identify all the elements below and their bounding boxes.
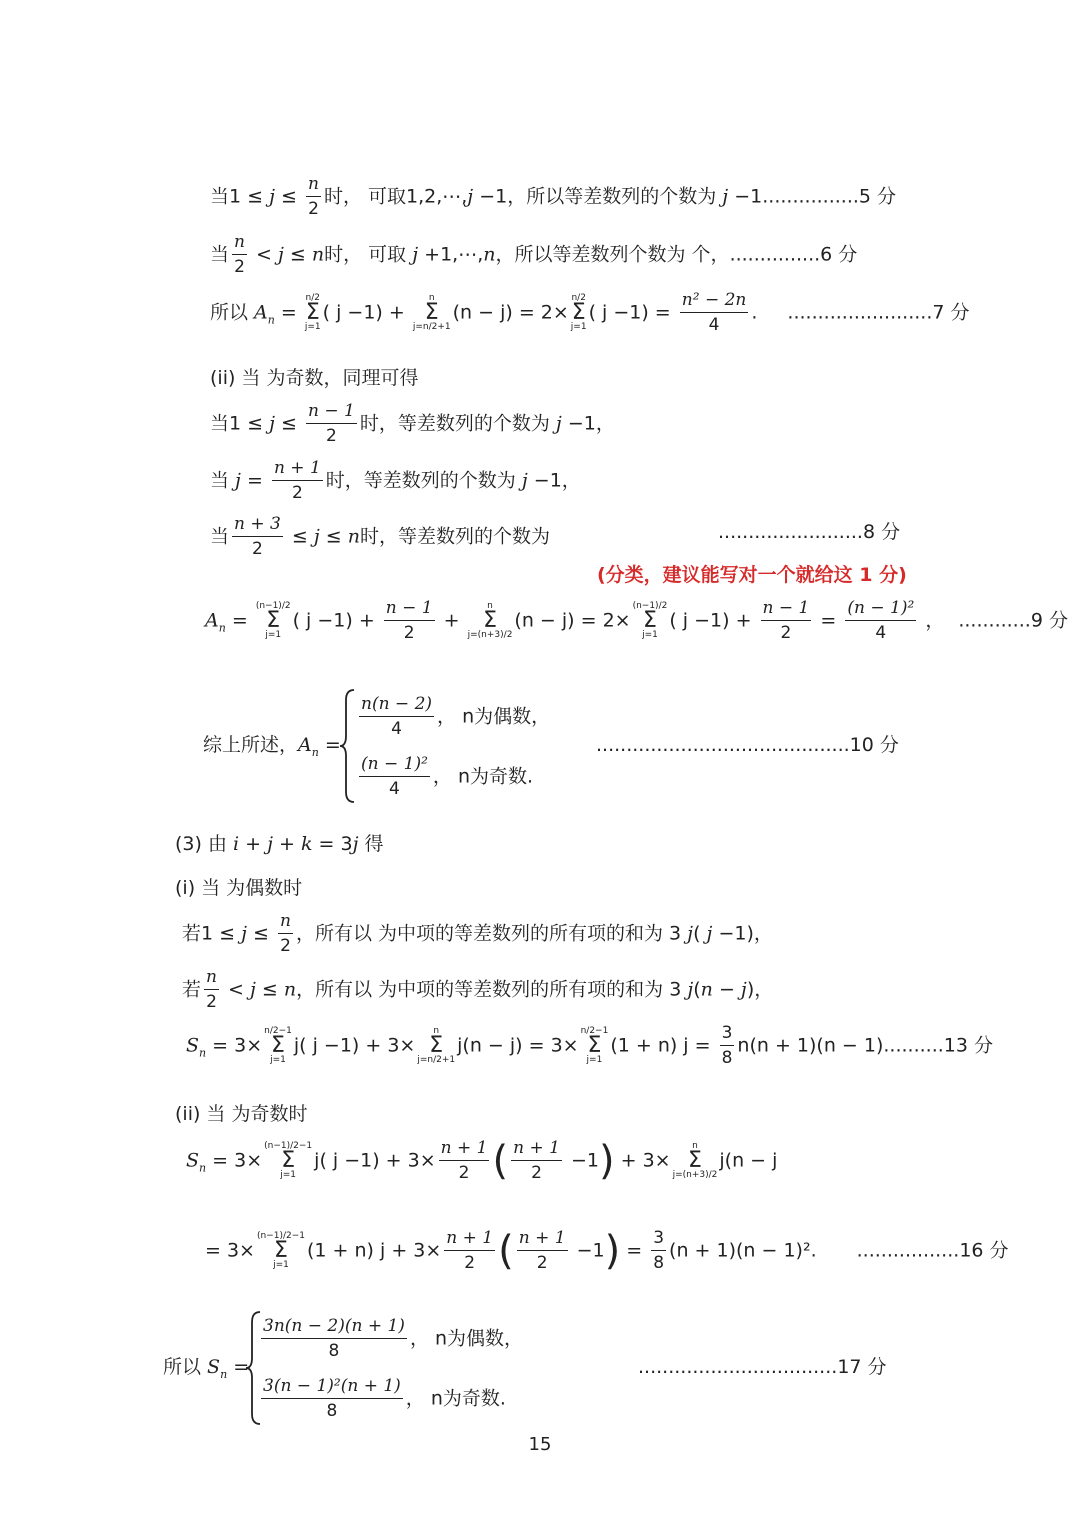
numerator: 3: [720, 1025, 735, 1046]
sum-symbol: (n−1)/2−1 Σ j=1: [264, 1140, 313, 1180]
fraction: [511, 1140, 562, 1182]
denominator: 2: [291, 483, 303, 503]
text: (n − j) = 2×: [452, 301, 569, 324]
text: −1，: [561, 412, 615, 435]
leader-dots: .................: [856, 1239, 960, 1262]
leader-dots: ................: [762, 185, 859, 208]
line-19-case-1: [258, 1318, 523, 1360]
denominator: 8: [328, 1341, 340, 1361]
text: ，: [919, 609, 945, 632]
subscript: n: [199, 1161, 207, 1175]
sum-lower: j=(n+3)/2: [672, 1169, 718, 1180]
text: +: [239, 833, 268, 855]
sum-lower: j=1: [642, 629, 658, 640]
score-label: 6 分: [820, 243, 858, 266]
text: +: [272, 833, 301, 855]
text: 时， 可取1,2,⋯,: [323, 185, 468, 208]
text: (3) 由: [175, 833, 233, 855]
text: ( j −1) +: [669, 609, 758, 632]
denominator: 4: [708, 315, 720, 335]
text: =: [620, 1239, 649, 1262]
var-j: j: [722, 185, 729, 208]
var-j: j: [706, 922, 713, 945]
numerator: n + 1: [439, 1140, 490, 1161]
numerator: n² − 2n: [680, 292, 749, 313]
numerator: n(n − 2): [359, 696, 434, 717]
score-label: 7 分: [932, 301, 970, 324]
text: =: [227, 1356, 250, 1378]
sum-symbol: (n−1)/2 Σ j=1: [632, 600, 668, 640]
fraction: [306, 176, 321, 218]
leader-dots: .................................: [638, 1356, 838, 1378]
score-label: 17 分: [837, 1356, 887, 1378]
fraction: [272, 460, 323, 502]
text: 得: [358, 833, 384, 855]
text: n(n + 1)(n − 1).: [737, 1034, 890, 1057]
fraction: [261, 1318, 407, 1360]
var-n: n: [283, 978, 297, 1001]
numerator: 3: [651, 1230, 666, 1251]
text: (n − j) = 2×: [514, 609, 631, 632]
leader-dots: ..........................................: [596, 734, 850, 756]
numerator: (n − 1)²: [845, 600, 916, 621]
sum-lower: j=1: [270, 1054, 286, 1065]
text: −1: [728, 185, 763, 208]
line-5: [210, 403, 615, 445]
text: (: [693, 922, 707, 945]
var-A: A: [298, 734, 312, 756]
case-condition: ， n为奇数.: [432, 765, 534, 788]
line-1: [210, 176, 896, 218]
fraction: [261, 1378, 403, 1420]
numerator: n − 1: [761, 600, 812, 621]
text: (: [693, 978, 701, 1001]
line-19-score: [638, 1358, 887, 1377]
var-j: j: [521, 469, 528, 492]
right-paren: ): [598, 1138, 615, 1184]
sum-lower: j=1: [273, 1259, 289, 1270]
text: 时， 可取: [324, 243, 413, 266]
sum-symbol: n Σ j=(n+3)/2: [467, 600, 513, 640]
text: ≤: [319, 525, 348, 548]
numerator: n + 1: [511, 1140, 562, 1161]
sum-upper: n: [428, 292, 435, 303]
var-k: k: [300, 833, 313, 855]
sum-symbol: n Σ j=n/2+1: [412, 292, 451, 332]
line-10-score: [596, 736, 899, 755]
line-16: [175, 1105, 307, 1124]
score-label: 10 分: [849, 734, 899, 756]
text: −1，: [527, 469, 581, 492]
text: (1 + n) j =: [610, 1034, 717, 1057]
case-condition: ， n为奇数.: [405, 1387, 506, 1410]
sum-symbol: n Σ j=n/2+1: [417, 1025, 456, 1065]
line-19-label: [163, 1358, 249, 1380]
var-j: j: [269, 185, 275, 208]
var-j: j: [467, 185, 474, 208]
sum-symbol: (n−1)/2 Σ j=1: [255, 600, 291, 640]
text: 若1 ≤: [182, 922, 242, 945]
sum-lower: j=1: [570, 321, 587, 332]
sum-upper: (n−1)/2: [255, 600, 291, 611]
fraction: [204, 969, 219, 1011]
line-19-case-2: [258, 1378, 506, 1420]
case-condition: ， n为偶数，: [437, 705, 551, 728]
subscript: n: [311, 745, 319, 759]
denominator: 2: [780, 623, 792, 643]
var-j: j: [313, 525, 320, 548]
fraction: [651, 1230, 666, 1272]
denominator: 4: [875, 623, 887, 643]
sum-symbol: n/2−1 Σ j=1: [264, 1025, 292, 1065]
sum-symbol: n/2−1 Σ j=1: [580, 1025, 609, 1065]
text: ，所有以 为中项的等差数列的所有项的和为 3: [296, 978, 688, 1001]
denominator: 2: [252, 539, 263, 559]
sum-upper: (n−1)/2−1: [256, 1230, 305, 1241]
section-heading: (i) 当 为偶数时: [175, 877, 303, 899]
var-j: j: [241, 922, 247, 945]
numerator: n + 1: [444, 1230, 495, 1251]
text: 若: [182, 978, 202, 1001]
denominator: 4: [389, 779, 400, 799]
leader-dots: ...............: [729, 243, 821, 266]
sum-upper: (n−1)/2: [632, 600, 668, 611]
denominator: 2: [403, 623, 415, 643]
fraction: [384, 600, 435, 642]
var-j: j: [555, 412, 562, 435]
text: =: [318, 734, 341, 756]
sum-upper: n: [487, 600, 493, 611]
sum-upper: n/2: [305, 292, 320, 303]
text: <: [221, 978, 250, 1001]
numerator: 3n(n − 2)(n + 1): [261, 1318, 407, 1339]
var-j: j: [267, 833, 273, 855]
text: .: [751, 301, 758, 324]
numerator: 3(n − 1)²(n + 1): [261, 1378, 403, 1399]
text: −1: [570, 1239, 605, 1262]
var-j: j: [235, 469, 241, 492]
line-4: [210, 369, 418, 388]
subscript: n: [220, 1367, 228, 1381]
line-13: [182, 913, 773, 955]
text: ≤: [285, 525, 314, 548]
line-10-case-1: [356, 696, 550, 738]
text: ，所有以 为中项的等差数列的所有项的和为 3: [295, 922, 688, 945]
text: +: [437, 609, 466, 632]
leader-dots: ........................: [787, 301, 933, 324]
var-n: n: [700, 978, 713, 1001]
text: −1)，: [712, 922, 773, 945]
fraction: [444, 1230, 495, 1272]
fraction: [680, 292, 749, 334]
fraction: [845, 600, 916, 642]
line-7-score: [718, 523, 900, 542]
text: j(n − j: [719, 1149, 778, 1172]
text: ，所以等差数列个数为 个，: [495, 243, 730, 266]
left-brace: [338, 688, 358, 804]
line-12: [175, 879, 302, 898]
line-3: [210, 292, 970, 334]
fraction: [232, 234, 247, 276]
sum-lower: j=1: [265, 629, 282, 640]
line-11: [175, 835, 384, 854]
var-S: S: [207, 1356, 221, 1378]
sum-upper: n/2: [571, 292, 586, 303]
numerator: n + 1: [272, 460, 323, 481]
fraction: [359, 696, 434, 738]
line-10-label: [203, 736, 341, 758]
var-j: j: [687, 978, 694, 1001]
text: 所以: [210, 301, 255, 324]
left-paren: (: [498, 1228, 514, 1274]
text: ( j −1) =: [588, 301, 677, 324]
text: (1 + n) j + 3×: [307, 1239, 442, 1262]
leader-dots: ............: [958, 609, 1031, 632]
var-A: A: [205, 609, 219, 632]
denominator: 2: [326, 426, 337, 446]
text: 当1 ≤: [210, 412, 270, 435]
denominator: 2: [280, 936, 291, 956]
sum-lower: j=n/2+1: [417, 1054, 456, 1065]
fraction: [720, 1025, 735, 1067]
page-number: 15: [528, 1434, 552, 1455]
score-label: 13 分: [943, 1034, 993, 1057]
text: = 3×: [206, 1034, 263, 1057]
text: −1，所以等差数列的个数为: [473, 185, 723, 208]
denominator: 2: [464, 1253, 476, 1273]
numerator: n + 3: [232, 516, 283, 537]
var-j: j: [687, 922, 694, 945]
text: = 3: [312, 833, 353, 855]
right-paren: ): [604, 1228, 621, 1274]
text: )，: [746, 978, 774, 1001]
sum-upper: n: [433, 1025, 440, 1036]
numerator: n − 1: [384, 600, 435, 621]
leader-dots: .........: [889, 1034, 944, 1057]
fraction: [306, 403, 357, 445]
denominator: 2: [206, 992, 217, 1012]
sum-lower: j=1: [586, 1054, 603, 1065]
fraction: [439, 1140, 490, 1182]
sum-upper: n/2−1: [580, 1025, 609, 1036]
var-j: j: [249, 978, 256, 1001]
text: 当1 ≤: [210, 185, 270, 208]
var-n: n: [311, 243, 325, 266]
denominator: 8: [721, 1048, 733, 1068]
text: 时，等差数列的个数为: [360, 525, 551, 548]
sum-lower: j=1: [304, 321, 321, 332]
numerator: n: [278, 913, 293, 934]
line-14: [182, 969, 773, 1011]
numerator: n: [306, 176, 321, 197]
var-j: j: [277, 243, 284, 266]
line-15: [186, 1025, 993, 1067]
section-heading: (ii) 当 为奇数，同理可得: [210, 367, 419, 389]
line-7: [210, 516, 550, 558]
case-condition: ， n为偶数，: [409, 1327, 524, 1350]
score-label: 8 分: [862, 521, 901, 543]
sum-lower: j=1: [280, 1169, 297, 1180]
var-A: A: [254, 301, 268, 324]
text: 当: [210, 469, 236, 492]
sum-symbol: n/2 Σ j=1: [304, 292, 321, 332]
text: j( j −1) + 3×: [314, 1149, 436, 1172]
text: + 3×: [614, 1149, 671, 1172]
text: ≤: [247, 922, 275, 945]
text: = 3×: [205, 1239, 255, 1262]
left-paren: (: [492, 1138, 509, 1184]
numerator: n: [204, 969, 219, 990]
line-18: [205, 1230, 1009, 1272]
fraction: [278, 913, 293, 955]
text: j(n − j) = 3×: [457, 1034, 579, 1057]
subscript: n: [199, 1046, 207, 1060]
fraction: [232, 516, 283, 558]
text: ( j −1) +: [322, 301, 411, 324]
denominator: 2: [531, 1163, 542, 1183]
var-j: j: [352, 833, 359, 855]
grading-note-text: (分类，建议能写对一个就给这 1 分): [597, 564, 907, 586]
var-S: S: [186, 1149, 200, 1172]
text: +1,⋯,: [418, 243, 484, 266]
var-S: S: [186, 1034, 200, 1057]
fraction: [517, 1230, 568, 1272]
text: =: [225, 609, 254, 632]
text: −1: [564, 1149, 599, 1172]
sum-symbol: n/2 Σ j=1: [570, 292, 587, 332]
text: 时，等差数列的个数为: [325, 469, 522, 492]
text: =: [240, 469, 269, 492]
numerator: (n − 1)²: [359, 756, 430, 777]
fraction: [761, 600, 812, 642]
leader-dots: ........................: [718, 521, 863, 543]
sum-upper: n: [692, 1140, 698, 1151]
text: −: [712, 978, 741, 1001]
sum-lower: j=n/2+1: [412, 321, 451, 332]
line-17: [186, 1140, 777, 1182]
text: 所以: [163, 1356, 208, 1378]
denominator: 2: [536, 1253, 548, 1273]
line-2: [210, 234, 857, 276]
text: <: [249, 243, 278, 266]
sum-upper: n/2−1: [264, 1025, 292, 1036]
var-i: i: [233, 833, 240, 855]
subscript: n: [218, 621, 226, 635]
numerator: n + 1: [517, 1230, 568, 1251]
score-label: 9 分: [1030, 609, 1068, 632]
var-n: n: [347, 525, 360, 548]
fraction: [359, 756, 430, 798]
text: ≤: [275, 412, 303, 435]
denominator: 2: [308, 199, 319, 219]
text: = 3×: [206, 1149, 263, 1172]
var-j: j: [412, 243, 419, 266]
var-j: j: [269, 412, 275, 435]
text: ≤: [275, 185, 303, 208]
text: ≤: [283, 243, 312, 266]
section-heading: (ii) 当 为奇数时: [175, 1103, 308, 1125]
text: j( j −1) + 3×: [293, 1034, 416, 1057]
sum-symbol: n Σ j=(n+3)/2: [672, 1140, 718, 1180]
denominator: 8: [653, 1253, 665, 1273]
text: 当: [210, 525, 230, 548]
denominator: 4: [391, 719, 402, 739]
line-6: [210, 460, 581, 502]
text: 当: [210, 243, 230, 266]
var-n: n: [483, 243, 496, 266]
text: 综上所述，: [203, 734, 299, 756]
text: (n + 1)(n − 1)².: [669, 1239, 817, 1262]
line-9: [205, 600, 1068, 642]
numerator: n − 1: [306, 403, 357, 424]
score-label: 5 分: [858, 185, 897, 208]
numerator: n: [232, 234, 247, 255]
denominator: 2: [458, 1163, 470, 1183]
var-j: j: [740, 978, 747, 1001]
text: ≤: [255, 978, 284, 1001]
denominator: 8: [326, 1401, 338, 1421]
text: 时，等差数列的个数为: [359, 412, 556, 435]
score-label: 16 分: [959, 1239, 1009, 1262]
text: =: [274, 301, 303, 324]
text: ( j −1) +: [292, 609, 381, 632]
sum-upper: (n−1)/2−1: [264, 1140, 313, 1151]
grading-note: [597, 566, 907, 585]
subscript: n: [267, 313, 275, 327]
sum-symbol: (n−1)/2−1 Σ j=1: [256, 1230, 305, 1270]
line-10-case-2: [356, 756, 533, 798]
denominator: 2: [234, 257, 245, 277]
sum-lower: j=(n+3)/2: [467, 629, 513, 640]
text: =: [814, 609, 843, 632]
